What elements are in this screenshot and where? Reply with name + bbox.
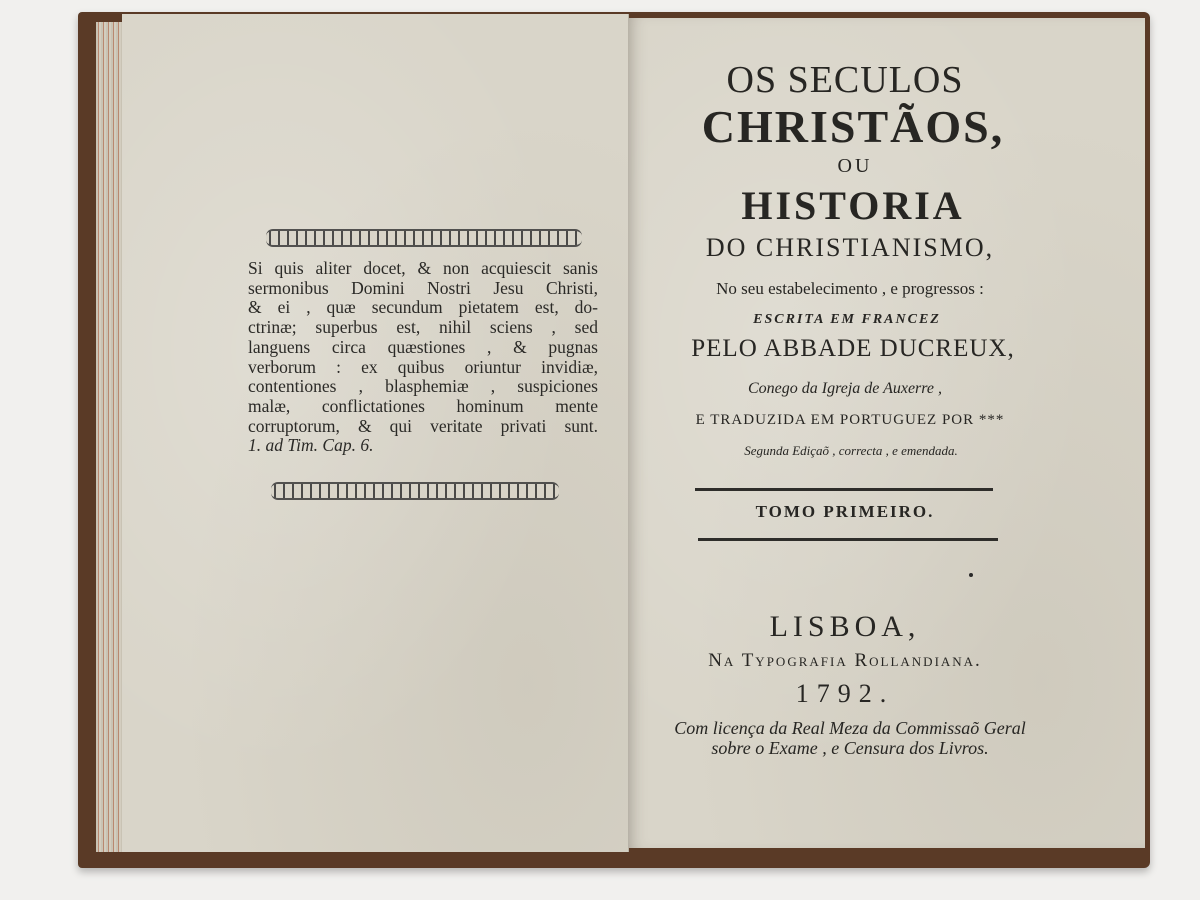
epigraph-line: sermonibus Domini Nostri Jesu Christi, — [248, 277, 598, 298]
license-line-1: Com licença da Real Meza da Commissaõ Geral — [674, 718, 1026, 738]
epigraph-line: malæ, conflictationes hominum mente — [248, 395, 598, 416]
epigraph-line: verborum : ex quibus oriuntur invidiæ, — [248, 356, 598, 377]
rule-bottom — [698, 538, 998, 541]
edition-line: Segunda Ediçaõ , correcta , e emendada. — [744, 443, 958, 458]
epigraph-citation: 1. ad Tim. Cap. 6. — [248, 435, 374, 456]
title-line-4: HISTORIA — [741, 183, 965, 228]
epigraph-line: Si quis aliter docet, & non acquiescit sanis — [248, 258, 598, 278]
author-title: Conego da Igreja de Auxerre , — [747, 380, 943, 397]
epigraph-line: & ei , quæ secundum pietatem est, do- — [248, 297, 598, 318]
volume-label: TOMO PRIMEIRO. — [755, 502, 935, 521]
title-line-1: OS SECULOS — [726, 59, 964, 101]
title-conjunction: OU — [837, 155, 873, 177]
license-line-2: sobre o Exame , e Censura dos Livros. — [711, 738, 989, 758]
title-line-5: DO CHRISTIANISMO, — [705, 233, 995, 262]
ornament-top — [266, 229, 582, 247]
ornament-bottom — [271, 482, 559, 500]
epigraph-line: corruptorum, & qui veritate privati sunt. — [248, 415, 598, 436]
imprint-city: LISBOA, — [769, 610, 921, 643]
imprint-printer: Na Typografia Rollandiana. — [708, 650, 982, 671]
ink-speck — [969, 573, 973, 577]
rule-top — [695, 488, 993, 491]
epigraph-line: contentiones , blasphemiæ , suspiciones — [248, 376, 598, 397]
written-in: ESCRITA EM FRANCEZ — [753, 312, 941, 327]
epigraph-line: ctrinæ; superbus est, nihil sciens , sed — [248, 317, 598, 338]
author: PELO ABBADE DUCREUX, — [691, 335, 1015, 362]
subtitle: No seu estabelecimento , e progressos : — [716, 279, 984, 298]
imprint-year: 1792. — [795, 679, 895, 708]
epigraph-line: languens circa quæstiones , & pugnas — [248, 336, 598, 357]
title-line-2: CHRISTÃOS, — [701, 101, 1005, 152]
epigraph — [248, 259, 598, 456]
translator-line: E TRADUZIDA EM PORTUGUEZ POR *** — [695, 412, 1005, 428]
